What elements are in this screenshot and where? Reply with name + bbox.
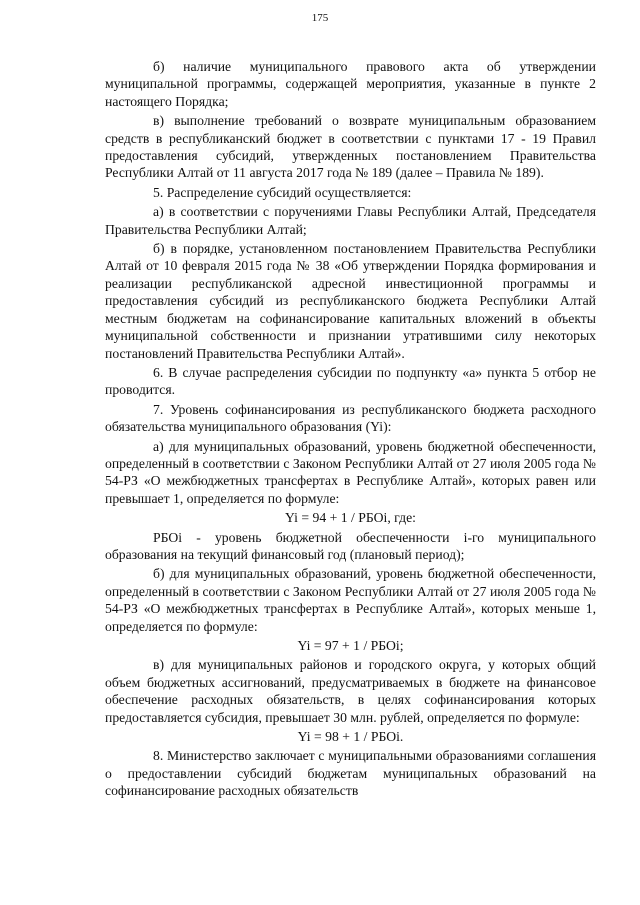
paragraph-4b: б) наличие муниципального правового акта об утверждении муниципальной программы, содержащей мероприятия, указанные в пункте 2 настоящего Порядка;: [105, 59, 596, 109]
paragraph-rbo-definition: РБОi - уровень бюджетной обеспеченности i-го муниципального образования на текущий финансовый год (плановый период);: [105, 529, 596, 562]
paragraph-5b: б) в порядке, установленном постановлением Правительства Республики Алтай от 10 февраля 2015 года № 38 «Об утверждении Порядка формирования и реализации республиканской адресной инвестиционной программы и предоставления субсидий из республиканского бюджета Республики Алтай местным бюджетам на софинансирование капитальных вложений в объекты муниципальной собственности и признании утратившими силу некоторых постановлений Правительства Республики Алтай».: [105, 241, 596, 361]
paragraph-7a: а) для муниципальных образований, уровень бюджетной обеспеченности, определенный в соответствии с Законом Республики Алтай от 27 июля 2005 года № 54-РЗ «О межбюджетных трансфертах в Республике Алтай», которых равен или превышает 1, определяется по формуле:: [105, 438, 596, 506]
paragraph-7: 7. Уровень софинансирования из республиканского бюджета расходного обязательства муниципального образования (Yi):: [105, 401, 596, 435]
paragraph-5: 5. Распределение субсидий осуществляется:: [153, 184, 412, 200]
formula-2: Yi = 97 + 1 / РБОi;: [297, 638, 404, 653]
paragraph-5a: а) в соответствии с поручениями Главы Республики Алтай, Председателя Правительства Республики Алтай;: [105, 204, 596, 237]
paragraph-7b: б) для муниципальных образований, уровень бюджетной обеспеченности, определенный в соответствии с Законом Республики Алтай от 27 июля 2005 года № 54-РЗ «О межбюджетных трансфертах в Республике Алтай», которых меньше 1, определяется по формуле:: [105, 566, 596, 634]
paragraph-8: 8. Министерство заключает с муниципальными образованиями соглашения о предоставлении субсидий бюджетам муниципальных образований на софинансирование расходных обязательств: [105, 748, 596, 799]
paragraph-4v: в) выполнение требований о возврате муниципальным образованием средств в республиканский бюджет в соответствии с пунктами 17 - 19 Правил предоставления субсидий, утвержденных постановлением Правительства Республики Алтай от 11 августа 2017 года № 189 (далее – Правила № 189).: [105, 113, 596, 181]
paragraph-6: 6. В случае распределения субсидии по подпункту «а» пункта 5 отбор не проводится.: [105, 364, 596, 398]
document-body: [105, 58, 596, 802]
formula-1: Yi = 94 + 1 / РБОi, где:: [285, 510, 416, 526]
formula-3: Yi = 98 + 1 / РБОi.: [297, 729, 404, 745]
page-number: 175: [311, 12, 329, 24]
paragraph-7v: в) для муниципальных районов и городского округа, у которых общий объем бюджетных ассигнований, предусматриваемых в бюджете на финансовое обеспечение расходных обязательств, в целях софинансирования которых предоставляется субсидия, превышает 30 млн. рублей, определяется по формуле:: [105, 657, 596, 725]
